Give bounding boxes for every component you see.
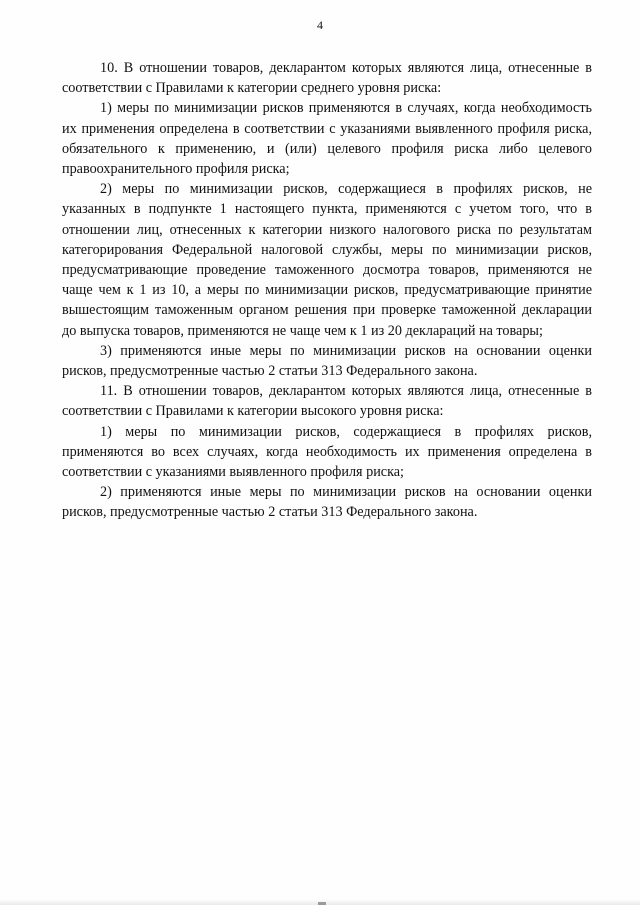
paragraph-section-11-item-2: 2) применяются иные меры по минимизации рисков на основании оценки рисков, предусмотренные частью 2 статьи 313 Федерального закона.: [62, 484, 592, 521]
paragraph-section-10-item-1: 1) меры по минимизации рисков применяются в случаях, когда необходимость их применения определена в соответствии с указаниями выявленного профиля риска, обязательного к применению, и (или) целевого профиля риска либо целевого правоохранительного профиля риска;: [62, 100, 592, 178]
document-body: [62, 58, 592, 523]
paragraph-section-11-intro: 11. В отношении товаров, декларантом которых являются лица, отнесенные в соответствии с Правилами к категории высокого уровня риска:: [62, 383, 592, 420]
page-number: 4: [317, 18, 323, 32]
paragraph-section-10-item-2: 2) меры по минимизации рисков, содержащиеся в профилях рисков, не указанных в подпункте 1 настоящего пункта, применяются с учетом того, что в отношении лиц, отнесенных к категории низкого налогового риска по результатам категорирования Федеральной налоговой службы, меры по минимизации рисков, предусматривающие проведение таможенного досмотра товаров, применяются не чаще чем к 1 из 10, а меры по минимизации рисков, предусматривающие принятие вышестоящим таможенным органом решения при проверке таможенной декларации до выпуска товаров, применяются не чаще чем к 1 из 20 деклараций на товары;: [62, 181, 592, 339]
paragraph-section-10-intro: 10. В отношении товаров, декларантом которых являются лица, отнесенные в соответствии с Правилами к категории среднего уровня риска:: [62, 60, 592, 97]
paragraph-section-10-item-3: 3) применяются иные меры по минимизации рисков на основании оценки рисков, предусмотренные частью 2 статьи 313 Федерального закона.: [62, 342, 592, 380]
paragraph-section-11-item-1: 1) меры по минимизации рисков, содержащиеся в профилях рисков, применяются во всех случаях, когда необходимость их применения определена в соответствии с указаниями выявленного профиля риска;: [62, 423, 592, 481]
